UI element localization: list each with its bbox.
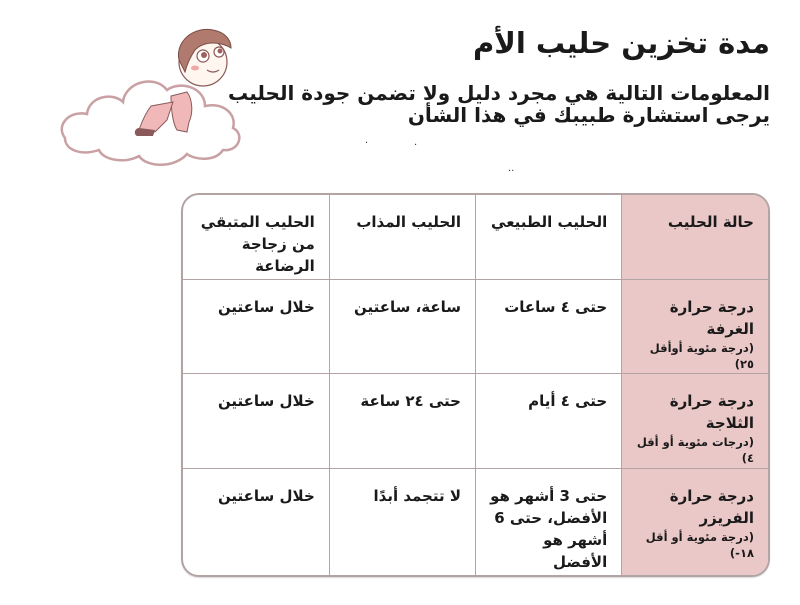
cell-thawed: لا تتجمد أبدًا bbox=[329, 469, 475, 575]
cell-natural: حتى ٤ أيام bbox=[476, 374, 622, 469]
cell-leftover: خلال ساعتين bbox=[183, 279, 329, 374]
row-condition: درجة حرارة الفريزر (درجة مئوية أو أقل ١٨-) bbox=[622, 469, 768, 575]
column-header-leftover: الحليب المتبقي من زجاجة الرضاعة bbox=[183, 195, 329, 279]
column-header-condition: حالة الحليب bbox=[622, 195, 768, 279]
baby-on-cloud-icon bbox=[55, 10, 255, 170]
page-title: مدة تخزين حليب الأم bbox=[473, 26, 770, 60]
disclaimer-line-2: يرجى استشارة طبيبك في هذا الشأن bbox=[407, 103, 770, 127]
table-header-row bbox=[183, 195, 768, 279]
cell-thawed: حتى ٢٤ ساعة bbox=[329, 374, 475, 469]
row-condition: درجة حرارة الغرفة (درجة مئوية أوأقل ٢٥) bbox=[622, 279, 768, 374]
table-row bbox=[183, 469, 768, 575]
table-row bbox=[183, 374, 768, 469]
stray-dot: ·· bbox=[508, 166, 515, 177]
disclaimer-line-1: المعلومات التالية هي مجرد دليل ولا تضمن جودة الحليب bbox=[228, 81, 770, 105]
stray-dot: · bbox=[414, 140, 418, 151]
stray-dot: · bbox=[365, 138, 369, 149]
cell-thawed: ساعة، ساعتين bbox=[329, 279, 475, 374]
cell-natural: حتى 3 أشهر هو الأفضل، حتى 6 أشهر هو الأفضل bbox=[476, 469, 622, 575]
cell-leftover: خلال ساعتين bbox=[183, 374, 329, 469]
storage-table bbox=[181, 193, 770, 577]
cell-natural: حتى ٤ ساعات bbox=[476, 279, 622, 374]
condition-note: (درجة مئوية أو أقل ١٨-) bbox=[645, 530, 754, 561]
condition-note: (درجة مئوية أوأقل ٢٥) bbox=[649, 340, 754, 371]
cell-leftover: خلال ساعتين bbox=[183, 469, 329, 575]
column-header-natural: الحليب الطبيعي bbox=[476, 195, 622, 279]
row-condition: درجة حرارة الثلاجة (درجات مئوية أو أقل ٤) bbox=[622, 374, 768, 469]
condition-note: (درجات مئوية أو أقل ٤) bbox=[636, 435, 754, 466]
column-header-thawed: الحليب المذاب bbox=[329, 195, 475, 279]
table-row bbox=[183, 279, 768, 374]
disclaimer bbox=[228, 82, 770, 126]
